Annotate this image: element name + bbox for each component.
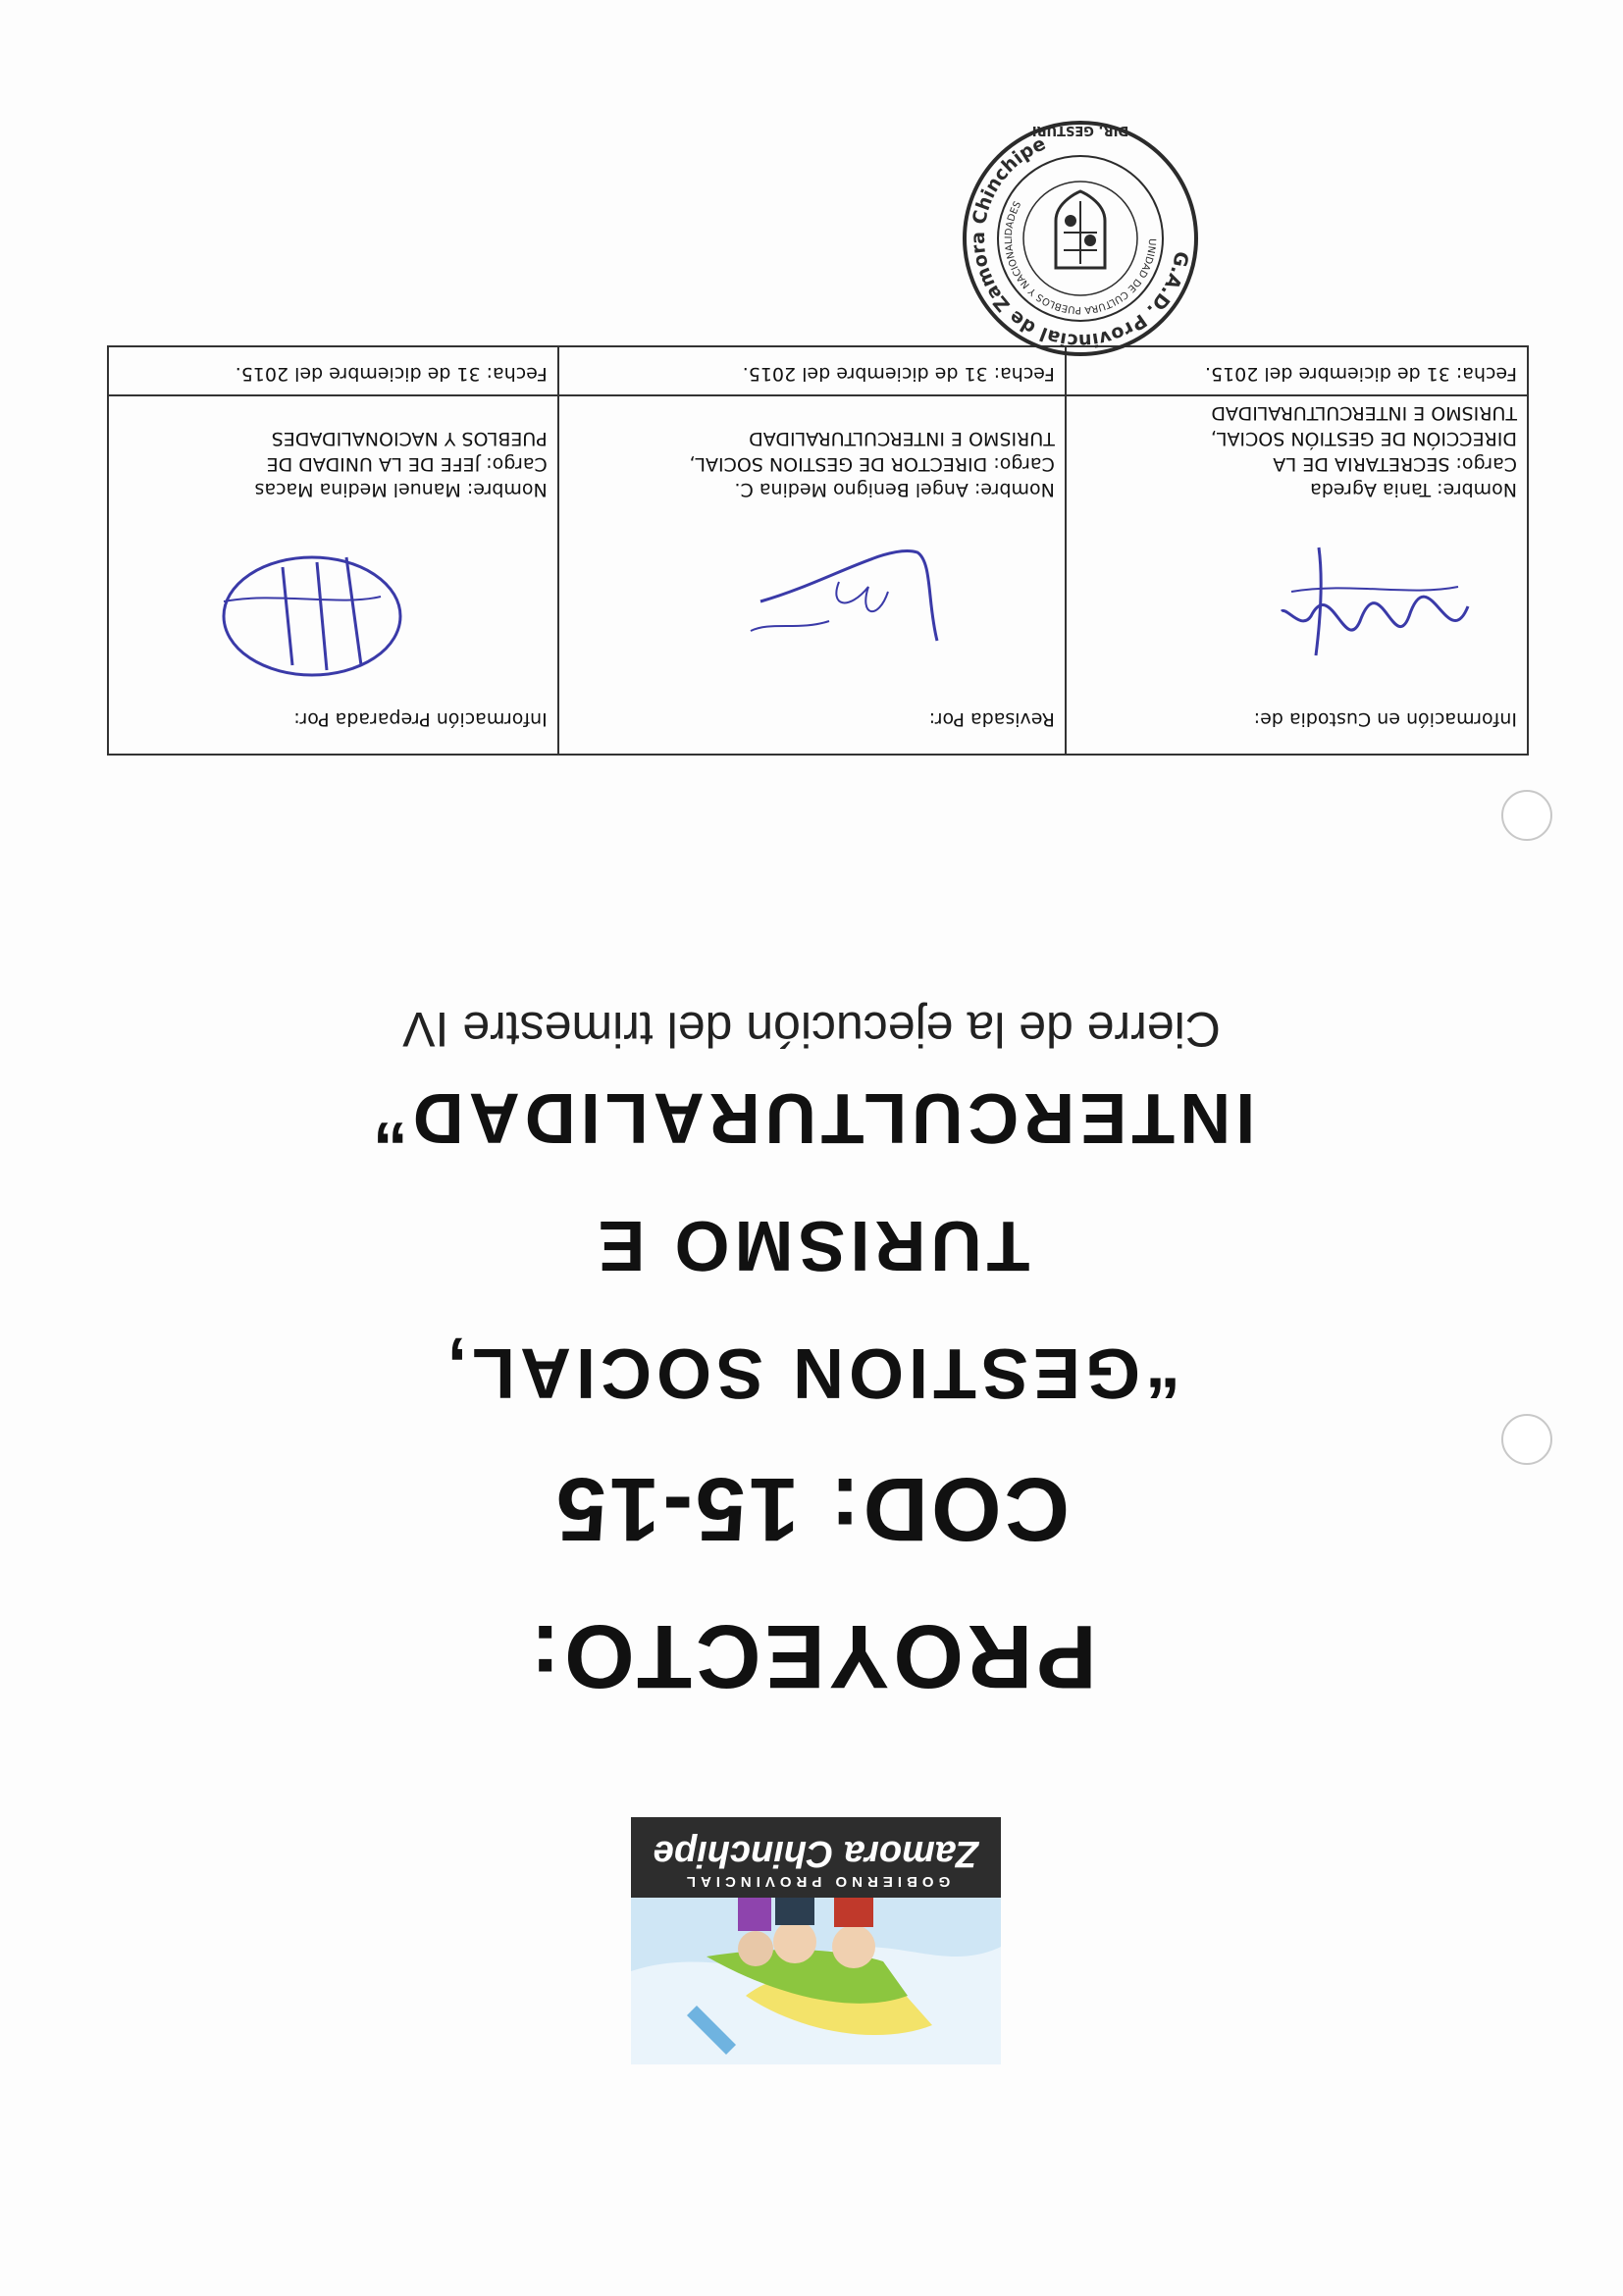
signer-cargo-line: TURISMO E INTERCULTURALIDAD [1211, 402, 1517, 424]
binder-hole [1501, 1414, 1552, 1465]
official-stamp-icon [961, 119, 1200, 358]
signature-cell-revisada [557, 347, 1065, 754]
stamp-top-text: DIR. GESTURI [1031, 123, 1129, 137]
signature-cell-preparada [109, 347, 557, 754]
handwritten-signature-icon [204, 548, 420, 685]
cell-header: Revisada Por: [928, 708, 1055, 730]
signer-info [567, 426, 1055, 502]
signer-cargo-line: Cargo: DIRECTOR DE GESTION SOCIAL, [689, 453, 1055, 475]
signer-cargo-line: Cargo: SECRETARIA DE LA [1273, 453, 1517, 475]
signer-cargo-line: TURISMO E INTERCULTURALIDAD [749, 428, 1055, 449]
project-code: COD: 15-15 [553, 1459, 1070, 1559]
signer-name: Nombre: Angel Benigno Medina C. [734, 479, 1055, 500]
project-subtitle: Cierre de la ejecución del trimestre IV [402, 1002, 1221, 1057]
signer-cargo-line: PUEBLOS Y NACIONALIDADES [271, 428, 548, 449]
project-name-line3: INTERCULTURALIDAD” [367, 1078, 1256, 1157]
signature-table [107, 345, 1529, 756]
proyecto-label: PROYECTO: [526, 1606, 1097, 1706]
stamp-inner-text: UNIDAD DE CULTURA PUEBLOS Y NACIONALIDADES [1003, 199, 1158, 316]
handwritten-signature-icon [1272, 538, 1488, 675]
logo-band [631, 1817, 1001, 1898]
stamp-outer-text: G.A.D. Provincial de Zamora Chinchipe [967, 132, 1193, 352]
project-name-line1: “GESTION SOCIAL, [442, 1333, 1181, 1412]
signature-cell-custodia [1065, 347, 1527, 754]
signer-cargo-line: Cargo: JEFE DE LA UNIDAD DE [266, 453, 548, 475]
logo-line2: Zamora Chinchipe [653, 1833, 979, 1874]
signer-info [117, 426, 548, 502]
gobierno-provincial-logo [631, 1817, 1001, 2064]
signer-date: Fecha: 31 de diciembre del 2015. [109, 361, 557, 396]
logo-illustration-icon [631, 1898, 1001, 2064]
cell-header: Información Preparada Por: [293, 708, 548, 730]
signer-date: Fecha: 31 de diciembre del 2015. [1067, 361, 1527, 396]
logo-line1: GOBIERNO PROVINCIAL [681, 1873, 951, 1890]
cell-header: Información en Custodia de: [1253, 708, 1517, 730]
signer-cargo-line: DIRECCIÓN DE GESTIÓN SOCIAL, [1210, 428, 1517, 449]
binder-hole [1501, 790, 1552, 841]
signer-name: Nombre: Manuel Medina Macas [254, 479, 548, 500]
project-name-line2: TURISMO E [593, 1206, 1030, 1284]
handwritten-signature-icon [731, 523, 947, 660]
signer-name: Nombre: Tania Agreda [1310, 479, 1517, 500]
signer-date: Fecha: 31 de diciembre del 2015. [559, 361, 1065, 396]
signer-info [1074, 400, 1517, 502]
